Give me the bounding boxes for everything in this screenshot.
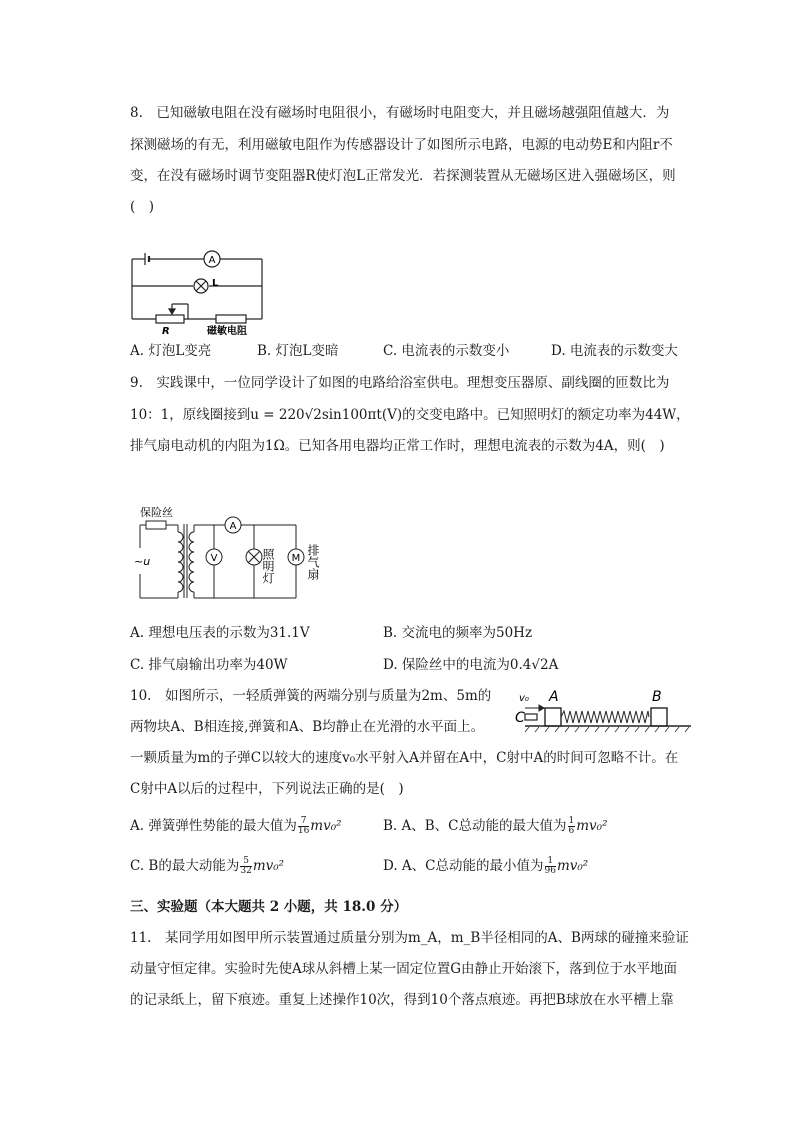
q10-option-d-fraction: $\frac{1}{96}$ [544, 856, 556, 876]
q8-option-b[interactable]: B. 灯泡L变暗 [257, 343, 339, 359]
q9-option-b[interactable]: B. 交流电的频率为50Hz [383, 625, 533, 641]
q8-stem-line-2: 探测磁场的有无，利用磁敏电阻作为传感器设计了如图所示电路，电源的电动势E和内阻r不 [130, 137, 673, 153]
q9-transformer-circuit [128, 500, 328, 605]
q9-ammeter-label: A [229, 521, 237, 532]
q8-rheostat-label: R [162, 326, 170, 336]
q11-stem-line-1: 11. 某同学用如图甲所示装置通过质量分别为m_A，m_B半径相同的A、B两球的碰撞来验证 [130, 930, 689, 946]
q10-option-c-text: C. B的最大动能为 [130, 858, 240, 874]
q10-option-b[interactable]: B. A、B、C总动能的最大值为 $\frac{1}{6}$ mv₀² [383, 816, 608, 836]
q11-stem-line-3: 的记录纸上，留下痕迹。重复上述操作10次，得到10个落点痕迹。再把B球放在水平槽上靠 [130, 992, 674, 1008]
q9-fan-label: 排气扇 [306, 544, 320, 580]
section-heading: 三、实验题（本大题共 2 小题，共 18.0 分） [130, 899, 408, 915]
q9-stem-line-1: 9. 实践课中，一位同学设计了如图的电路给浴室供电。理想变压器原、副线圈的匝数比为 [130, 375, 670, 391]
q8-stem-line-3: 变，在没有磁场时调节变阻器R使灯泡L正常发光．若探测装置从无磁场区进入强磁场区，则 [130, 168, 676, 184]
q10-stem-line-3: 一颗质量为m的子弹C以较大的速度v₀水平射入A并留在A中，C射中A的时间可忽略不计。在 [130, 750, 679, 766]
q10-option-d[interactable]: D. A、C总动能的最小值为 $\frac{1}{96}$ mv₀² [383, 856, 589, 876]
q10-stem-line-1: 10. 如图所示，一轻质弹簧的两端分别与质量为2m、5m的 [130, 688, 492, 704]
q10-option-b-fraction: $\frac{1}{6}$ [568, 816, 575, 836]
q9-source-label: ~u [134, 555, 151, 568]
q10-option-a[interactable]: A. 弹簧弹性势能的最大值为 $\frac{7}{16}$ mv₀² [130, 816, 342, 836]
q9-stem-line-3: 排气扇电动机的内阻为1Ω。已知各用电器均正常工作时，理想电流表的示数为4A，则( ) [130, 438, 665, 454]
q10-option-c-fraction: $\frac{5}{32}$ [240, 856, 252, 876]
q8-lamp-label: L [212, 278, 219, 289]
q8-circuit-diagram [128, 248, 268, 336]
q9-motor-label: M [291, 553, 301, 564]
q10-velocity-label: v₀ [519, 693, 529, 704]
q9-fuse-label: 保险丝 [140, 506, 173, 519]
q8-option-d[interactable]: D. 电流表的示数变大 [551, 343, 678, 359]
q9-lamp-label: 照明灯 [261, 548, 275, 584]
q10-bullet-label: C [515, 710, 525, 726]
q10-option-a-fraction: $\frac{7}{16}$ [297, 816, 310, 836]
q10-option-b-text: B. A、B、C总动能的最大值为 [383, 818, 567, 834]
q11-stem-line-2: 动量守恒定律。实验时先使A球从斜槽上某一固定位置G由静止开始滚下，落到位于水平地面 [130, 961, 678, 977]
q10-option-d-text: D. A、C总动能的最小值为 [383, 858, 544, 874]
q8-ammeter-label: A [208, 255, 216, 266]
q10-block-a-label: A [549, 689, 559, 705]
q8-sensor-label: 磁敏电阻 [207, 326, 247, 336]
q8-stem-line-4: ( ) [130, 199, 155, 215]
q8-option-a[interactable]: A. 灯泡L变亮 [130, 343, 212, 359]
q10-option-c[interactable]: C. B的最大动能为 $\frac{5}{32}$ mv₀² [130, 856, 285, 876]
q9-stem-line-2: 10：1，原线圈接到u = 220√2sin100πt(V)的交变电路中。已知照明灯的额定功率为44W， [130, 407, 690, 423]
q10-stem-line-2: 两物块A、B相连接,弹簧和A、B均静止在光滑的水平面上。 [130, 719, 485, 735]
q10-option-a-text: A. 弹簧弹性势能的最大值为 [130, 818, 297, 834]
q8-stem-line-1: 8. 已知磁敏电阻在没有磁场时电阻很小，有磁场时电阻变大，并且磁场越强阻值越大．为 [130, 105, 670, 121]
q10-stem-line-4: C射中A以后的过程中，下列说法正确的是( ) [130, 781, 404, 797]
q9-option-c[interactable]: C. 排气扇输出功率为40W [130, 657, 288, 673]
q8-option-c[interactable]: C. 电流表的示数变小 [383, 343, 510, 359]
q9-option-a[interactable]: A. 理想电压表的示数为31.1V [130, 625, 310, 641]
q9-option-d[interactable]: D. 保险丝中的电流为0.4√2A [383, 657, 559, 673]
q9-voltmeter-label: V [210, 553, 218, 564]
q10-spring-blocks-diagram [505, 686, 695, 736]
q10-block-b-label: B [652, 689, 662, 705]
